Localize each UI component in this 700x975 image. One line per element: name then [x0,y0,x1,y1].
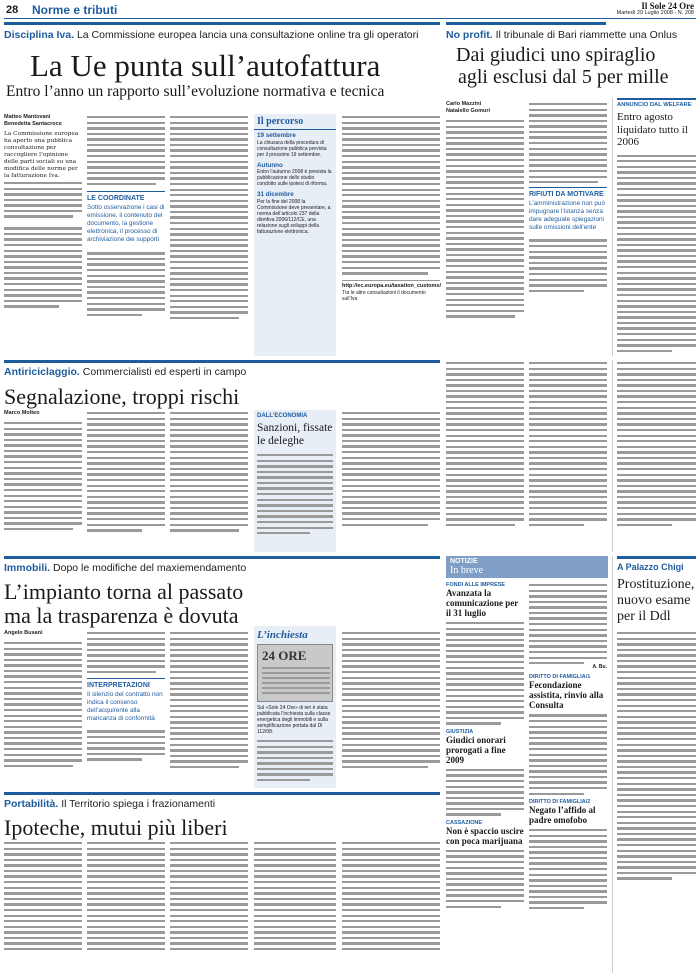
sidebar-percorso [254,114,336,356]
kicker-label: Disciplina Iva. [4,29,75,41]
news-headline: Avanzata la comunicazione per il 31 luglio [446,588,519,618]
sidebar-text: Per la fine del 2008 la Commissione deve presentare, a norma dell’articolo 237 della direttiva 2006/112/CE, una relazione sugli sviluppi della fatturazione elettronica. [257,198,331,235]
sidebar-text: La chiusura della procedura di consultazione pubblica prevista per il prossimo 19 settembre. [257,139,327,158]
text-lines [170,410,248,532]
text-lines [617,360,696,526]
headline: La Ue punta sull’autofattura [30,48,381,83]
inset-title: LE COORDINATE [87,195,145,203]
pull-quote-title: RIFIUTI DA MOTIVARE [529,191,604,199]
kicker-rule [617,556,696,559]
column [170,114,248,356]
text-lines [529,360,607,526]
kicker-rule [4,360,440,363]
box-headline: Sanzioni, fissate le deleghe [257,422,333,447]
kicker-label: Immobili. [4,562,51,574]
news-col-right [529,582,607,973]
inset-text: Sotto osservazione i casi di emissione, il contenuto del documento, la gestione elettronica, il processo di archiviazione dei supporti [87,204,165,244]
inset-title: INTERPRETAZIONI [87,682,150,690]
inchiesta-image-text: 24 ORE [262,648,307,663]
article-antiriciclaggio [4,360,440,552]
text-lines [342,840,440,950]
text-lines [342,114,440,275]
text-lines [170,630,248,768]
subheadline: Entro l’anno un rapporto sull’evoluzione normativa e tecnica [6,83,385,100]
column [529,360,607,552]
text-lines [529,582,607,664]
column [529,101,607,356]
headline: agli esclusi dal 5 per mille [458,66,669,88]
text-lines [87,410,165,532]
author: Marco Molteo [4,410,40,416]
news-section: DIRITTO DI FAMIGLIA/1 [529,674,591,681]
column [446,360,524,552]
column [342,410,440,552]
sidebar-date: Autunno [257,161,283,169]
source-link[interactable]: http://ec.europa.eu/taxation_customs/ [342,282,442,289]
link-caption: Tra le altre consultazioni il documento sull’Iva [342,289,426,302]
headline: Ipoteche, mutui più liberi [4,815,228,840]
issue-date: Martedì 29 Luglio 2008 - N. 208 [616,10,694,16]
text-lines [4,180,82,308]
text-lines [254,840,336,950]
column [342,840,440,973]
kicker-rule [446,22,606,25]
column [4,630,82,788]
page-header [4,3,696,19]
news-section: FONDI ALLE IMPRESE [446,582,506,588]
kicker [4,366,440,378]
inchiesta-box [254,626,336,788]
author: Benedetta Santacroce [4,121,62,127]
text-lines [170,840,248,950]
text-lines [4,420,82,530]
headline: L’impianto torna al passato [4,579,244,604]
author: Matteo Mantovani [4,114,51,120]
welfare-section: ANNUNCIO DAL WELFARE [617,98,696,108]
author: Natalello Gomuri [446,108,491,114]
column [4,410,82,552]
kicker-text: Dopo le modifiche del maxiemendamento [53,562,247,574]
kicker-text: La Commissione europea lancia una consultazione online tra gli operatori [76,29,419,41]
text-lines [87,840,165,950]
page-number: 28 [6,4,19,16]
pull-quote [529,187,607,232]
inset-text: Il silenzio del contratto non indica il consenso dell’acquirente alla mancanza di conformità [87,691,163,723]
text-lines [529,712,607,794]
news-headline: Fecondazione assistita, rinvio alla Consulta [529,680,604,711]
pull-quote-text: L’amministrazione non può impugnare l’istanza senza dare adeguate spiegazioni sulle omissioni dell’ente [529,200,606,232]
text-lines [529,237,607,292]
kicker-text: Commercialisti ed esperti in campo [82,366,247,378]
news-headline: Negato l’affido al padre omofobo [529,804,596,825]
column [342,114,440,356]
inchiesta-image [257,644,333,702]
text-lines [446,118,524,318]
welfare-headline: Entro agosto liquidato tutto il 2006 [617,111,688,148]
headline: Segnalazione, troppi rischi [4,384,240,409]
kicker [4,562,440,574]
sidebar-date: 31 dicembre [257,191,294,199]
text-lines [529,101,607,183]
text-lines [87,250,165,316]
kicker [4,29,440,41]
text-lines [4,840,82,950]
text-lines [257,738,333,781]
news-signature: A. Bu. [592,664,607,671]
text-lines [87,114,165,185]
lead-text: La Commissione europea ha aperto una pubblica consultazione per raccogliere l’opinione delle parti sociali su una modifica delle norme per la fatturazione Iva. [4,131,79,179]
economy-box [254,410,336,552]
column [170,840,248,973]
text-lines [529,827,607,909]
column [87,630,165,788]
chigi-headline: Prostituzione, nuovo esame per il Ddl [617,577,695,624]
article-portabilita [4,792,440,973]
chigi-box [612,556,696,973]
inchiesta-caption: Sul «Sole 24 Ore» di ieri è stata pubblicata l’inchiesta sulla classe energetica degli immobili e sulla semplificazione portata dal Dl 112/08. [257,705,331,735]
kicker-label: No profit. [446,29,493,41]
inset-box [87,678,165,723]
author: Angelo Busani [4,630,43,636]
text-lines [342,630,440,768]
article-iva [4,22,440,356]
article-immobili [4,556,440,788]
text-lines [446,360,524,526]
text-lines [617,630,696,880]
column [87,114,165,356]
brand-logo: Il Sole 24 Ore [641,1,694,11]
news-section: CASSAZIONE [446,819,483,826]
welfare-box [612,98,696,356]
kicker-text: Il Territorio spiega i frazionamenti [61,798,216,810]
kicker [4,798,440,810]
news-header [446,556,608,578]
text-lines [87,728,165,760]
chigi-section: A Palazzo Chigi [617,562,684,572]
onlus-body [446,101,608,356]
column [254,840,336,973]
inchiesta-title: L’inchiesta [257,629,308,641]
text-lines [170,114,248,319]
column [4,114,82,356]
news-section: GIUSTIZIA [446,728,474,735]
welfare-continuation [612,360,696,552]
text-lines [87,630,165,673]
column [342,630,440,788]
column [87,840,165,973]
text-lines [446,767,524,816]
sidebar-date: 19 settembre [257,132,296,139]
box-section: DALL’ECONOMIA [257,413,308,419]
text-lines [446,848,524,908]
headline: Dai giudici uno spiraglio [456,44,656,66]
news-sublabel: In breve [450,565,484,576]
sidebar-title: Il percorso [254,114,336,130]
inset-box [87,191,165,244]
kicker-text: Il tribunale di Bari riammette una Onlus [495,29,678,41]
author: Carlo Mazzini [446,101,482,107]
column [170,410,248,552]
onlus-headline [446,44,696,92]
link-box [342,280,440,302]
headline: ma la trasparenza è dovuta [4,603,239,628]
column [4,840,82,973]
text-lines [446,620,524,725]
news-column [446,556,608,973]
kicker-label: Antiriciclaggio. [4,366,80,378]
column [87,410,165,552]
text-lines [257,452,333,534]
news-section: DIRITTO DI FAMIGLIA/2 [529,798,591,805]
kicker-rule [4,792,440,795]
text-lines [4,640,82,767]
kicker-label: Portabilità. [4,798,59,810]
text-lines [617,153,696,353]
kicker-rule [4,22,440,25]
news-headline: Non è spaccio uscire con poca marijuana [446,825,524,846]
onlus-continuation [446,360,608,552]
column [446,101,524,356]
section-title: Norme e tributi [32,3,118,17]
sidebar-text: Entro l’autunno 2008 è prevista la pubblicazione dello studio condotto sulle ipotesi di riforma. [257,169,332,188]
text-lines [342,410,440,526]
news-label: NOTIZIE [450,558,478,565]
column [170,630,248,788]
news-headline: Giudici onorari prorogati a fine 2009 [446,734,506,765]
kicker [446,29,678,41]
kicker-rule [4,556,440,559]
news-col-left [446,582,524,973]
